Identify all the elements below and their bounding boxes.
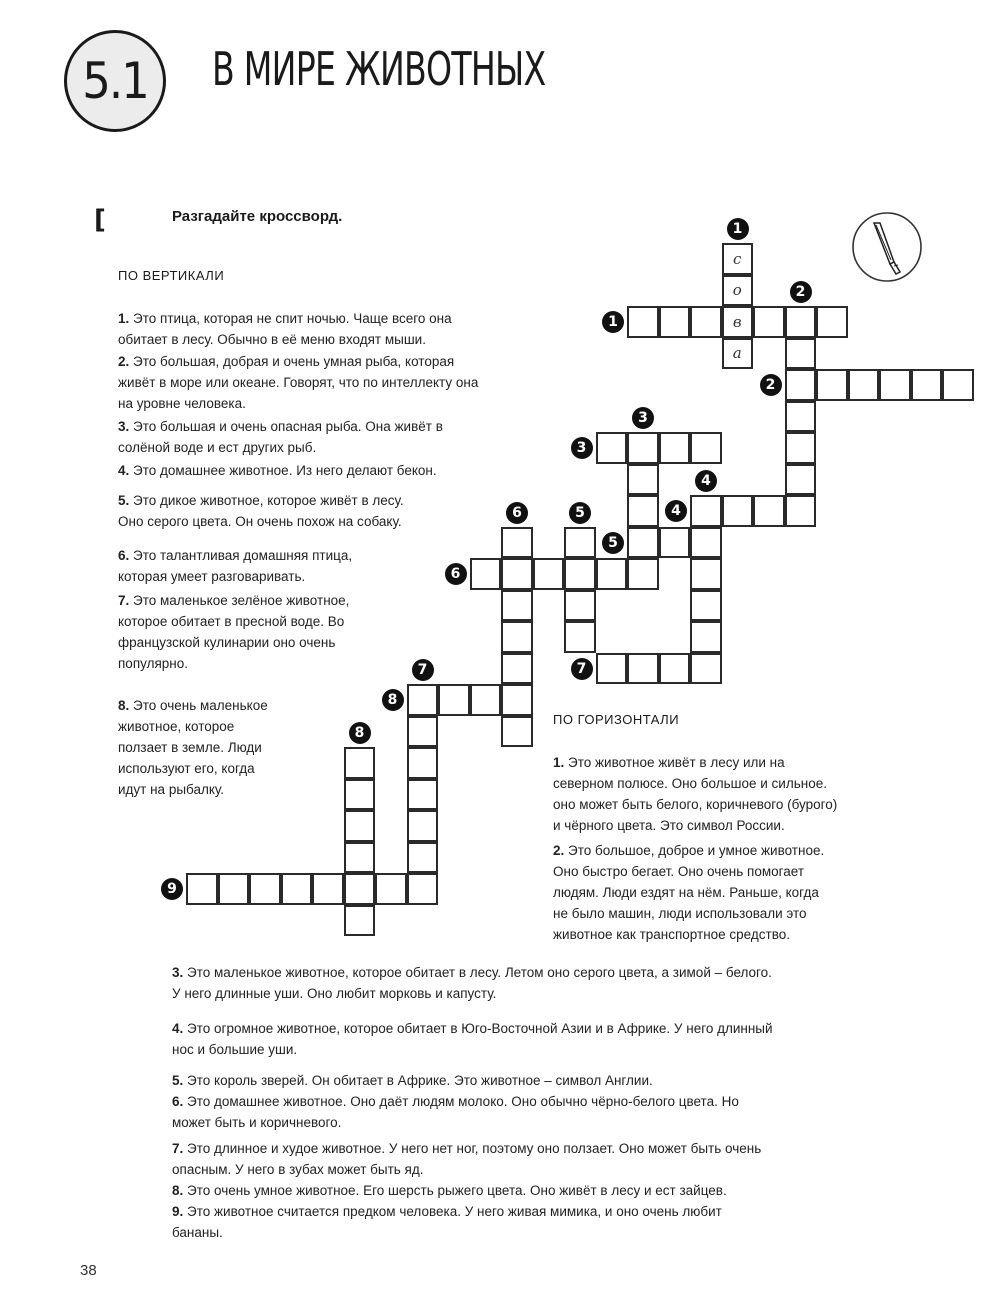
clue-line: оно может быть белого, коричневого (бурого) [553,797,838,812]
clue-number-marker-h3: 3 [571,437,593,459]
horizontal-clue-2 [553,840,824,945]
crossword-cell[interactable] [564,621,596,653]
crossword-cell[interactable] [407,779,439,811]
crossword-cell[interactable] [690,527,722,559]
vertical-clue-7 [118,590,349,674]
clue-number: 7. [172,1141,188,1156]
clue-number-marker-h6: 6 [445,563,467,585]
clue-number-marker-v5: 5 [569,502,591,524]
crossword-cell[interactable] [344,779,376,811]
horizontal-clue-8 [172,1180,727,1201]
crossword-cell[interactable] [218,873,250,905]
pen-nib-icon [850,210,924,284]
crossword-cell[interactable] [407,842,439,874]
crossword-cell[interactable] [407,873,439,905]
clue-line: нос и большие уши. [172,1042,298,1057]
clue-number: 9. [172,1204,188,1219]
clue-number: 5. [118,493,134,508]
vertical-heading: ПО ВЕРТИКАЛИ [118,268,225,283]
clue-line: 3. Это большая и очень опасная рыба. Она живёт в [118,419,443,434]
crossword-cell[interactable] [533,558,565,590]
vertical-clue-1 [118,308,452,350]
crossword-cell-filled[interactable]: в [722,306,754,338]
clue-line: У него длинные уши. Оно любит морковь и капусту. [172,986,497,1001]
clue-line: 4. Это огромное животное, которое обитает в Юго-Восточной Азии и в Африке. У него длинный [172,1021,773,1036]
clue-line: Оно серого цвета. Он очень похож на собаку. [118,514,402,529]
crossword-cell[interactable] [344,747,376,779]
crossword-cell[interactable] [281,873,313,905]
horizontal-clue-5 [172,1070,653,1091]
section-badge [64,30,166,132]
clue-number-marker-v1: 1 [727,218,749,240]
clue-number: 2. [553,843,569,858]
crossword-cell[interactable] [690,621,722,653]
crossword-cell[interactable] [785,369,817,401]
crossword-cell[interactable] [627,495,659,527]
crossword-cell[interactable] [470,684,502,716]
clue-number-marker-v8: 8 [349,722,371,744]
clue-number-marker-v2: 2 [790,281,812,303]
vertical-clue-5 [118,490,404,532]
clue-number-marker-h7: 7 [571,658,593,680]
clue-number-marker-h4: 4 [665,500,687,522]
clue-line: 6. Это домашнее животное. Оно даёт людям молоко. Оно обычно чёрно-белого цвета. Но [172,1094,739,1109]
clue-line: 4. Это домашнее животное. Из него делают бекон. [118,463,437,478]
horizontal-clue-6 [172,1091,739,1133]
vertical-clue-8 [118,695,268,800]
clue-line: животное, которое [118,719,235,734]
task-instruction: Разгадайте кроссворд. [172,208,343,225]
clue-number: 7. [118,593,134,608]
clue-number: 8. [118,698,134,713]
crossword-cell[interactable] [501,684,533,716]
page-title: В МИРЕ ЖИВОТНЫХ [212,42,546,96]
crossword-cell[interactable] [785,306,817,338]
clue-line: 6. Это талантливая домашняя птица, [118,548,353,563]
crossword-cell[interactable] [564,527,596,559]
crossword-cell[interactable] [407,716,439,748]
crossword-cell[interactable] [722,495,754,527]
clue-number-marker-v3: 3 [632,407,654,429]
crossword-cell[interactable] [690,653,722,685]
crossword-cell[interactable] [785,401,817,433]
crossword-cell[interactable] [501,527,533,559]
crossword-cell[interactable] [344,873,376,905]
crossword-cell[interactable] [690,306,722,338]
clue-line: 9. Это животное считается предком человека. У него живая мимика, и оно очень любит [172,1204,722,1219]
clue-number-marker-v6: 6 [506,502,528,524]
crossword-cell[interactable] [753,306,785,338]
crossword-cell[interactable] [879,369,911,401]
crossword-cell[interactable] [344,905,376,937]
clue-line: 2. Это большая, добрая и очень умная рыба, которая [118,354,455,369]
crossword-cell[interactable] [659,432,691,464]
clue-number: 1. [553,755,569,770]
clue-line: животное как транспортное средство. [553,927,790,942]
crossword-cell[interactable] [501,621,533,653]
crossword-cell[interactable] [690,432,722,464]
clue-line: 3. Это маленькое животное, которое обитает в лесу. Летом оно серого цвета, а зимой – белого. [172,965,772,980]
clue-number: 6. [172,1094,188,1109]
crossword-cell[interactable] [344,810,376,842]
crossword-cell[interactable] [501,558,533,590]
vertical-clue-3 [118,416,443,458]
crossword-cell[interactable] [627,464,659,496]
crossword-cell[interactable] [501,716,533,748]
horizontal-clue-7 [172,1138,761,1180]
clue-line: людям. Люди ездят на нём. Раньше, когда [553,885,819,900]
clue-line: 8. Это очень маленькое [118,698,268,713]
clue-number-marker-h1: 1 [602,311,624,333]
crossword-cell[interactable] [785,495,817,527]
clue-line: и чёрного цвета. Это символ России. [553,818,785,833]
clue-line: ползает в земле. Люди [118,740,262,755]
clue-number-marker-v4: 4 [695,470,717,492]
clue-line: которое обитает в пресной воде. Во [118,614,345,629]
crossword-cell[interactable] [627,432,659,464]
clue-line: используют его, когда [118,761,255,776]
horizontal-clue-4 [172,1018,773,1060]
vertical-clue-6 [118,545,352,587]
clue-number-marker-h2: 2 [760,374,782,396]
crossword-cell[interactable] [816,306,848,338]
crossword-cell[interactable] [942,369,974,401]
crossword-cell[interactable] [312,873,344,905]
crossword-cell-filled[interactable]: о [722,275,754,307]
crossword-cell[interactable] [501,590,533,622]
clue-number: 8. [172,1183,188,1198]
clue-line: Оно быстро бегает. Оно очень помогает [553,864,805,879]
crossword-cell[interactable] [344,842,376,874]
clue-line: северном полюсе. Оно большое и сильное. [553,776,827,791]
horizontal-clue-9 [172,1201,722,1243]
crossword-cell[interactable] [407,684,439,716]
clue-line: на уровне человека. [118,396,246,411]
clue-line: обитает в лесу. Обычно в её меню входят мыши. [118,332,426,347]
clue-line: не было машин, люди использовали это [553,906,807,921]
crossword-cell[interactable] [627,653,659,685]
clue-line: популярно. [118,656,188,671]
clue-line: бананы. [172,1225,223,1240]
clue-line: идут на рыбалку. [118,782,225,797]
vertical-clue-2 [118,351,478,414]
crossword-cell[interactable] [690,558,722,590]
clue-number: 2. [118,354,134,369]
clue-number: 1. [118,311,134,326]
crossword-cell[interactable] [186,873,218,905]
crossword-cell[interactable] [753,495,785,527]
crossword-cell[interactable] [911,369,943,401]
crossword-cell-filled[interactable]: с [722,243,754,275]
crossword-cell[interactable] [659,527,691,559]
clue-number: 3. [118,419,134,434]
crossword-cell[interactable] [816,369,848,401]
crossword-cell[interactable] [848,369,880,401]
crossword-cell[interactable] [375,873,407,905]
crossword-cell[interactable] [690,495,722,527]
clue-number-marker-v7: 7 [412,659,434,681]
crossword-cell[interactable] [596,432,628,464]
horizontal-clue-1 [553,752,837,836]
clue-number: 5. [172,1073,188,1088]
clue-line: может быть и коричневого. [172,1115,342,1130]
section-number: 5.1 [82,52,148,110]
clue-number-marker-h5: 5 [602,532,624,554]
crossword-cell[interactable] [627,558,659,590]
crossword-cell[interactable] [564,590,596,622]
crossword-cell[interactable] [407,810,439,842]
clue-line: 1. Это птица, которая не спит ночью. Чаще всего она [118,311,452,326]
crossword-cell[interactable] [564,558,596,590]
clue-line: 7. Это длинное и худое животное. У него нет ног, поэтому оно ползает. Оно может быть очень [172,1141,762,1156]
crossword-cell[interactable] [627,527,659,559]
crossword-cell[interactable] [627,306,659,338]
clue-line: которая умеет разговаривать. [118,569,306,584]
clue-number: 4. [172,1021,188,1036]
crossword-cell[interactable] [659,653,691,685]
crossword-cell[interactable] [659,306,691,338]
crossword-cell[interactable] [596,653,628,685]
clue-number: 4. [118,463,134,478]
horizontal-clue-3 [172,962,772,1004]
clue-line: 5. Это король зверей. Он обитает в Африке. Это животное – символ Англии. [172,1073,653,1088]
clue-number: 3. [172,965,188,980]
clue-number-marker-h8: 8 [382,689,404,711]
clue-line: 2. Это большое, доброе и умное животное. [553,843,825,858]
vertical-clue-4 [118,460,437,481]
clue-line: 7. Это маленькое зелёное животное, [118,593,350,608]
crossword-cell[interactable] [785,338,817,370]
crossword-cell[interactable] [596,558,628,590]
clue-line: французской кулинарии оно очень [118,635,336,650]
clue-line: 5. Это дикое животное, которое живёт в лесу. [118,493,404,508]
crossword-cell[interactable] [438,684,470,716]
crossword-cell[interactable] [501,653,533,685]
clue-number: 6. [118,548,134,563]
crossword-cell[interactable] [470,558,502,590]
task-marker: [ [94,205,106,235]
clue-line: 1. Это животное живёт в лесу или на [553,755,785,770]
horizontal-heading: ПО ГОРИЗОНТАЛИ [553,712,680,727]
crossword-cell[interactable] [249,873,281,905]
page-number: 38 [80,1262,97,1279]
clue-line: солёной воде и ест других рыб. [118,440,317,455]
crossword-cell[interactable] [785,464,817,496]
crossword-cell[interactable] [407,747,439,779]
crossword-cell[interactable] [690,590,722,622]
clue-line: 8. Это очень умное животное. Его шерсть рыжего цвета. Оно живёт в лесу и ест зайцев. [172,1183,727,1198]
crossword-cell[interactable] [785,432,817,464]
clue-number-marker-h9: 9 [161,878,183,900]
clue-line: опасным. У него в зубах может быть яд. [172,1162,424,1177]
clue-line: живёт в море или океане. Говорят, что по интеллекту она [118,375,479,390]
crossword-cell-filled[interactable]: а [722,338,754,370]
